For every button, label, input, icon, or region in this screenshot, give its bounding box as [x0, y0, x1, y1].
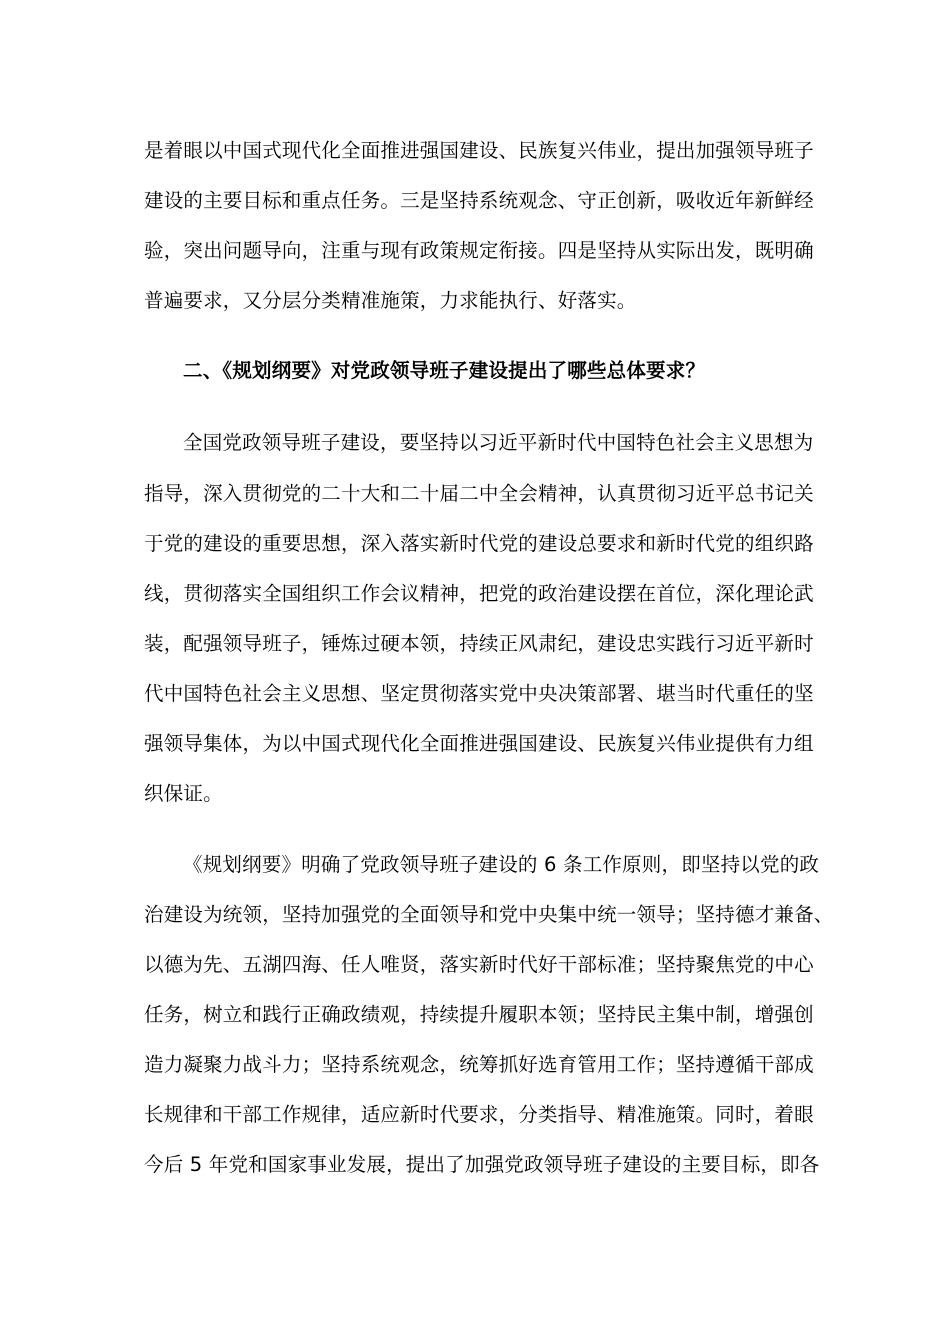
paragraph-1-line-3: 验，突出问题导向，注重与现有政策规定衔接。四是坚持从实际出发，既明确 [144, 239, 814, 262]
paragraph-2-line-8: 织保证。 [144, 782, 223, 805]
paragraph-3-line-1: 《规划纲要》明确了党政领导班子建设的 6 条工作原则，即坚持以党的政 [183, 853, 820, 876]
paragraph-1-line-4: 普遍要求，又分层分类精准施策，力求能执行、好落实。 [144, 289, 637, 312]
paragraph-3-line-3: 以德为先、五湖四海、任人唯贤，落实新时代好干部标准；坚持聚焦党的中心 [144, 953, 814, 976]
paragraph-1-line-2: 建设的主要目标和重点任务。三是坚持系统观念、守正创新，吸收近年新鲜经 [144, 189, 814, 212]
section-heading: 二、《规划纲要》对党政领导班子建设提出了哪些总体要求？ [183, 359, 706, 382]
paragraph-3-line-5: 造力凝聚力战斗力；坚持系统观念，统筹抓好选育管用工作；坚持遵循干部成 [144, 1053, 814, 1076]
paragraph-2-line-3: 于党的建设的重要思想，深入落实新时代党的建设总要求和新时代党的组织路 [144, 532, 814, 555]
paragraph-2-line-2: 指导，深入贯彻党的二十大和二十届二中全会精神，认真贯彻习近平总书记关 [144, 482, 814, 505]
paragraph-2-line-6: 代中国特色社会主义思想、坚定贯彻落实党中央决策部署、堪当时代重任的坚 [144, 682, 814, 705]
paragraph-2-line-5: 装，配强领导班子，锤炼过硬本领，持续正风肃纪，建设忠实践行习近平新时 [144, 632, 814, 655]
paragraph-2-line-7: 强领导集体，为以中国式现代化全面推进强国建设、民族复兴伟业提供有力组 [144, 732, 814, 755]
paragraph-3-line-4: 任务，树立和践行正确政绩观，持续提升履职本领；坚持民主集中制，增强创 [144, 1003, 814, 1026]
paragraph-2-line-1: 全国党政领导班子建设，要坚持以习近平新时代中国特色社会主义思想为 [183, 431, 814, 454]
paragraph-1-line-1: 是着眼以中国式现代化全面推进强国建设、民族复兴伟业，提出加强领导班子 [144, 139, 814, 162]
paragraph-2-line-4: 线，贯彻落实全国组织工作会议精神，把党的政治建设摆在首位，深化理论武 [144, 582, 814, 605]
paragraph-3-line-6: 长规律和干部工作规律，适应新时代要求，分类指导、精准施策。同时，着眼 [144, 1103, 814, 1126]
paragraph-3-line-7: 今后 5 年党和国家事业发展，提出了加强党政领导班子建设的主要目标，即各 [144, 1153, 820, 1176]
paragraph-3-line-2: 治建设为统领，坚持加强党的全面领导和党中央集中统一领导；坚持德才兼备、 [144, 903, 834, 926]
